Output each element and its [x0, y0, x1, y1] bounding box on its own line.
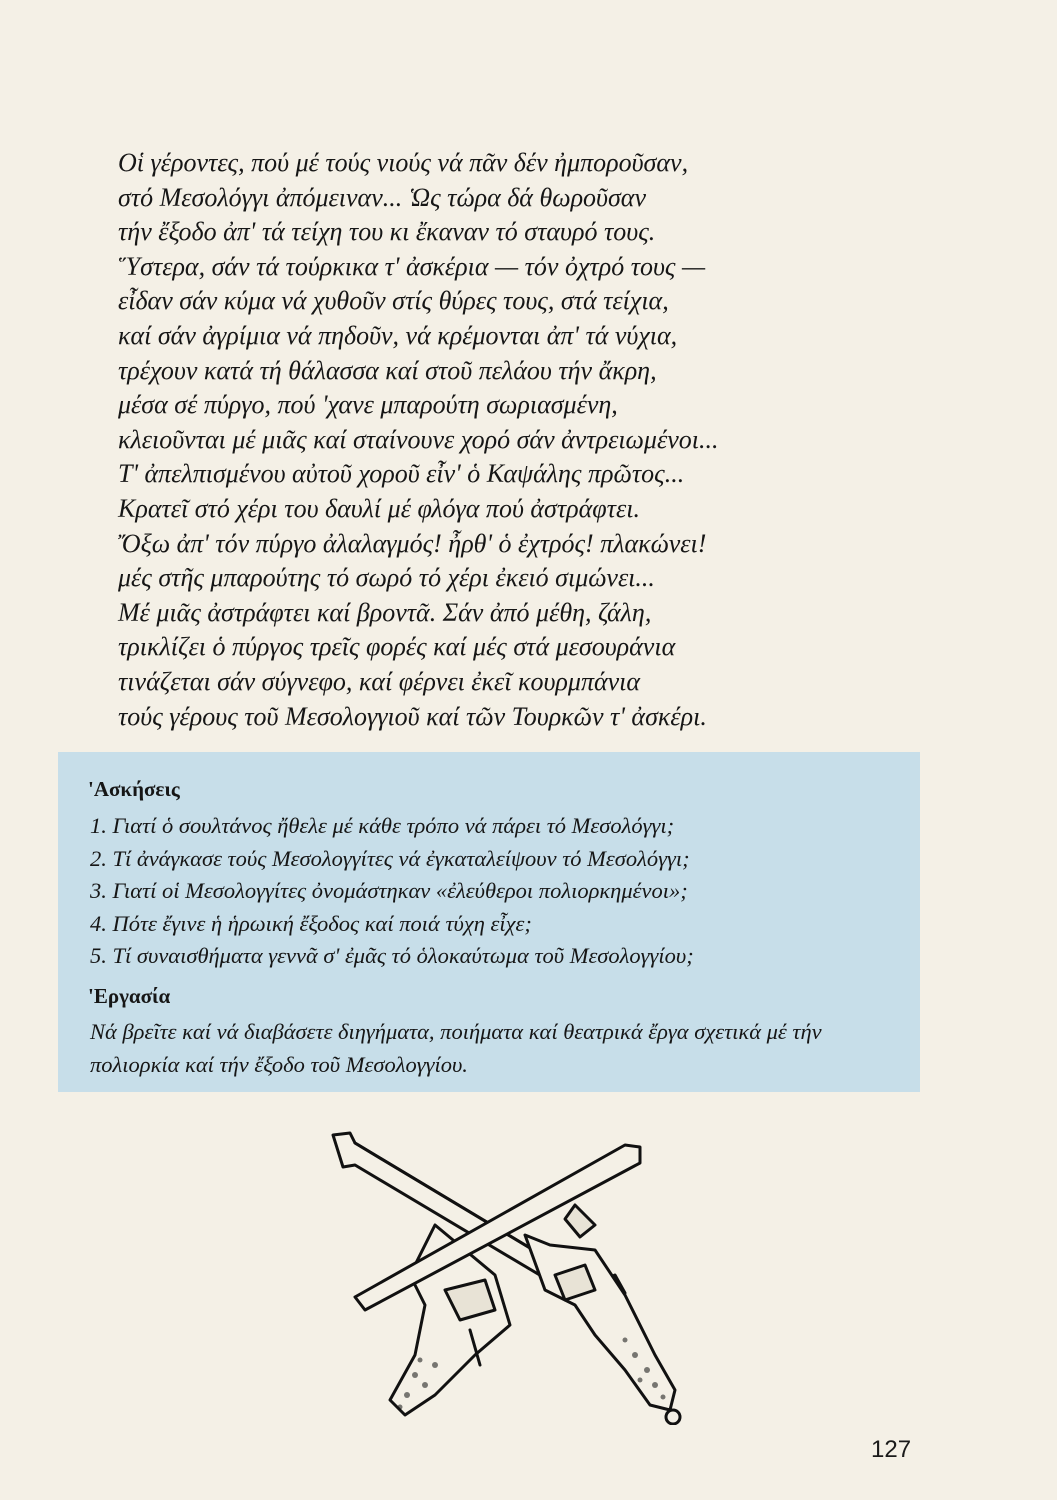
exercise-item: 3. Γιατί οἱ Μεσολογγίτες ὀνομάστηκαν «ἐλεύθεροι πολιορκημένοι»;	[90, 878, 688, 903]
poem-line: μές στῆς μπαρούτης τό σωρό τό χέρι ἐκειό σιμώνει...	[118, 563, 655, 593]
exercise-item: 5. Τί συναισθήματα γεννᾶ σ' ἐμᾶς τό ὁλοκαύτωμα τοῦ Μεσολογγίου;	[90, 943, 694, 968]
poem-line: τούς γέρους τοῦ Μεσολογγιοῦ καί τῶν Τουρκῶν τ' ἀσκέρι.	[118, 701, 707, 731]
poem-line: Ὄξω ἀπ' τόν πύργο ἀλαλαγμός! ἦρθ' ὁ ἐχτρός! πλακώνει!	[118, 528, 707, 558]
poem-line: Τ' ἀπελπισμένου αὐτοῦ χοροῦ εἶν' ὁ Καψάλης πρῶτος...	[118, 459, 685, 489]
poem-line: Ὕστερα, σάν τά τούρκικα τ' ἀσκέρια — τόν ὀχτρό τους —	[118, 251, 706, 281]
poem-line: καί σάν ἀγρίμια νά πηδοῦν, νά κρέμονται ἀπ' τά νύχια,	[118, 320, 678, 350]
poem-line: μέσα σέ πύργο, πού 'χανε μπαρούτη σωριασμένη,	[118, 390, 618, 420]
poem-line: τρικλίζει ὁ πύργος τρεῖς φορές καί μές στά μεσουράνια	[118, 632, 676, 662]
exercises-list	[90, 810, 694, 973]
poem-line: Οἱ γέροντες, πού μέ τούς νιούς νά πᾶν δέν ἠμποροῦσαν,	[118, 148, 689, 177]
poem-line: κλειοῦνται μέ μιᾶς καί σταίνουνε χορό σάν ἀντρειωμένοι...	[118, 424, 719, 454]
poem-line: στό Μεσολόγγι ἀπόμειναν... Ὡς τώρα δά θωροῦσαν	[118, 182, 646, 212]
exercises-heading: 'Ασκήσεις	[88, 777, 180, 801]
exercise-item: 1. Γιατί ὁ σουλτάνος ἤθελε μέ κάθε τρόπο νά πάρει τό Μεσολόγγι;	[90, 813, 675, 838]
poem	[118, 146, 878, 734]
poem-line: Κρατεῖ στό χέρι του δαυλί μέ φλόγα πού ἀστράφτει.	[118, 493, 640, 523]
exercise-item: 4. Πότε ἔγινε ἡ ἡρωική ἔξοδος καί ποιά τύχη εἶχε;	[90, 910, 532, 936]
exercise-item: 2. Τί ἀνάγκασε τούς Μεσολογγίτες νά ἐγκαταλείψουν τό Μεσολόγγι;	[90, 845, 690, 871]
page-number: 127	[871, 1436, 912, 1463]
work-heading: 'Εργασία	[88, 984, 171, 1008]
work-text: Νά βρεῖτε καί νά διαβάσετε διηγήματα, ποιήματα καί θεατρικά ἔργα σχετικά μέ τήν πολιορκία καί τήν ἔξοδο τοῦ Μεσολογγίου.	[90, 1019, 822, 1077]
poem-line: τρέχουν κατά τή θάλασσα καί στοῦ πελάου τήν ἄκρη,	[118, 355, 657, 385]
poem-line: εἶδαν σάν κύμα νά χυθοῦν στίς θύρες τους, στά τείχια,	[118, 286, 669, 316]
crossed-pistols-icon	[295, 1125, 725, 1425]
poem-line: τινάζεται σάν σύγνεφο, καί φέρνει ἐκεῖ κουρμπάνια	[118, 666, 641, 696]
poem-line: Μέ μιᾶς ἀστράφτει καί βροντᾶ. Σάν ἀπό μέθη, ζάλη,	[118, 597, 652, 627]
poem-line: τήν ἔξοδο ἀπ' τά τείχη του κι ἔκαναν τό σταυρό τους.	[118, 217, 656, 247]
